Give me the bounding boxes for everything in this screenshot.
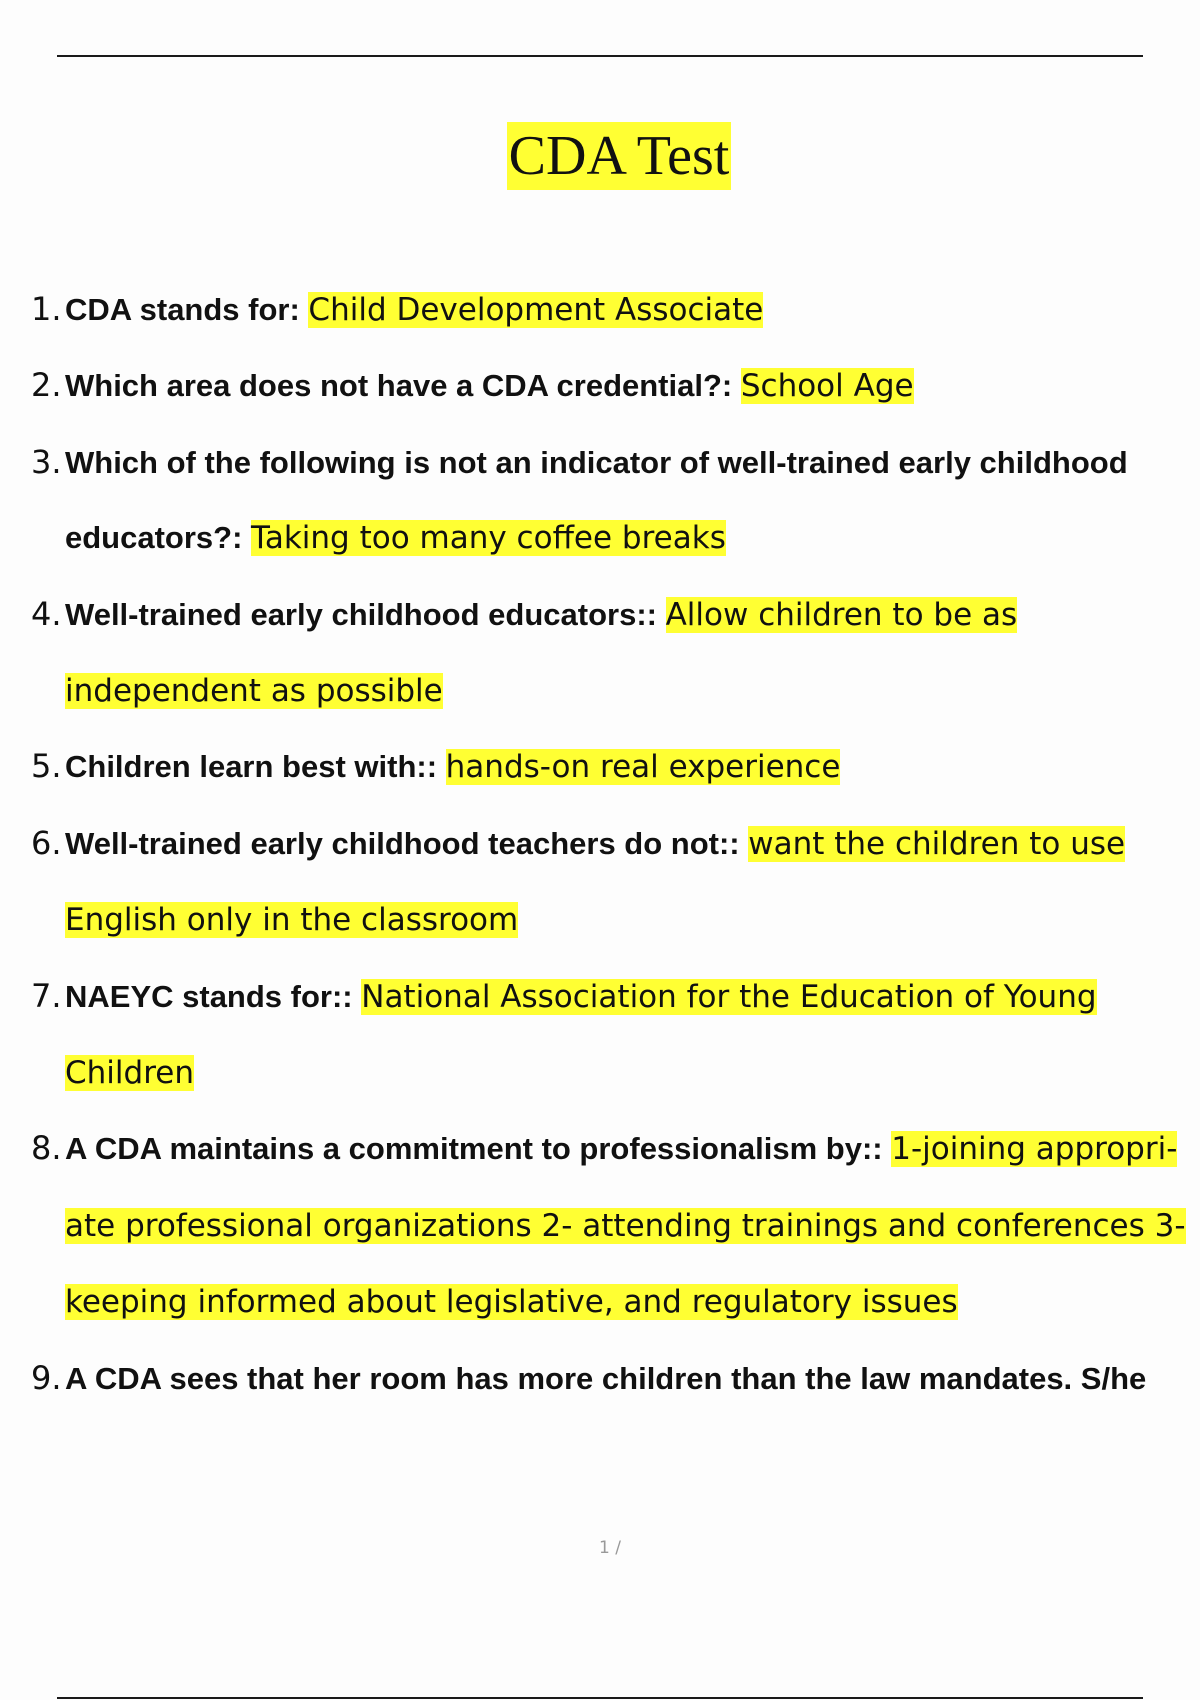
question-number: 6.	[31, 823, 62, 862]
answer-text: Taking too many coffee breaks	[251, 520, 726, 557]
question-item	[31, 272, 1196, 348]
question-text: Well-trained early childhood teachers do not::	[65, 825, 749, 861]
question-item	[31, 806, 1196, 959]
answer-text: want the children to use English only in the classroom	[65, 825, 1126, 939]
question-text: A CDA maintains a commitment to professionalism by::	[65, 1131, 892, 1167]
question-number: 5.	[31, 747, 62, 786]
question-item	[31, 577, 1196, 730]
question-item	[31, 959, 1196, 1112]
question-text: Which area does not have a CDA credential?:	[65, 368, 741, 404]
answer-text: National Association for the Education of Young Children	[65, 978, 1097, 1092]
page-number: 1 /	[599, 1538, 621, 1558]
question-item	[31, 1341, 1196, 1416]
question-text: Which of the following is not an indicator of well-trained early childhood educators?:	[65, 444, 1128, 556]
question-item	[31, 1111, 1196, 1340]
question-number: 4.	[31, 594, 62, 633]
question-number: 1.	[31, 290, 62, 328]
page-title: CDA Test	[507, 122, 732, 190]
title-wrap	[0, 122, 1200, 190]
question-list	[31, 272, 1196, 1416]
answer-text: Allow children to be as independent as possible	[65, 596, 1018, 710]
bottom-rule	[57, 1697, 1143, 1699]
answer-text: Child Development Associate	[308, 292, 764, 328]
question-text: Well-trained early childhood educators::	[65, 596, 666, 632]
question-number: 2.	[31, 366, 62, 405]
top-rule	[57, 55, 1143, 57]
question-item	[31, 729, 1196, 805]
question-text: A CDA sees that her room has more children than the law mandates. S/he	[65, 1360, 1147, 1396]
question-number: 9.	[31, 1358, 62, 1397]
answer-text: 1-joining appropri- ate professional organizations 2- attending trainings and conferences 3-keeping informed about legislative, and regulatory issues	[65, 1131, 1186, 1321]
question-number: 7.	[31, 976, 62, 1015]
question-text: NAEYC stands for::	[65, 978, 362, 1014]
question-text: Children learn best with::	[65, 749, 446, 785]
answer-text: School Age	[740, 368, 914, 405]
question-number: 8.	[31, 1129, 62, 1168]
question-item	[31, 348, 1196, 424]
answer-text: hands-on real experience	[445, 749, 841, 786]
question-number: 3.	[31, 442, 62, 481]
question-item	[31, 425, 1196, 577]
question-text: CDA stands for:	[65, 292, 309, 327]
